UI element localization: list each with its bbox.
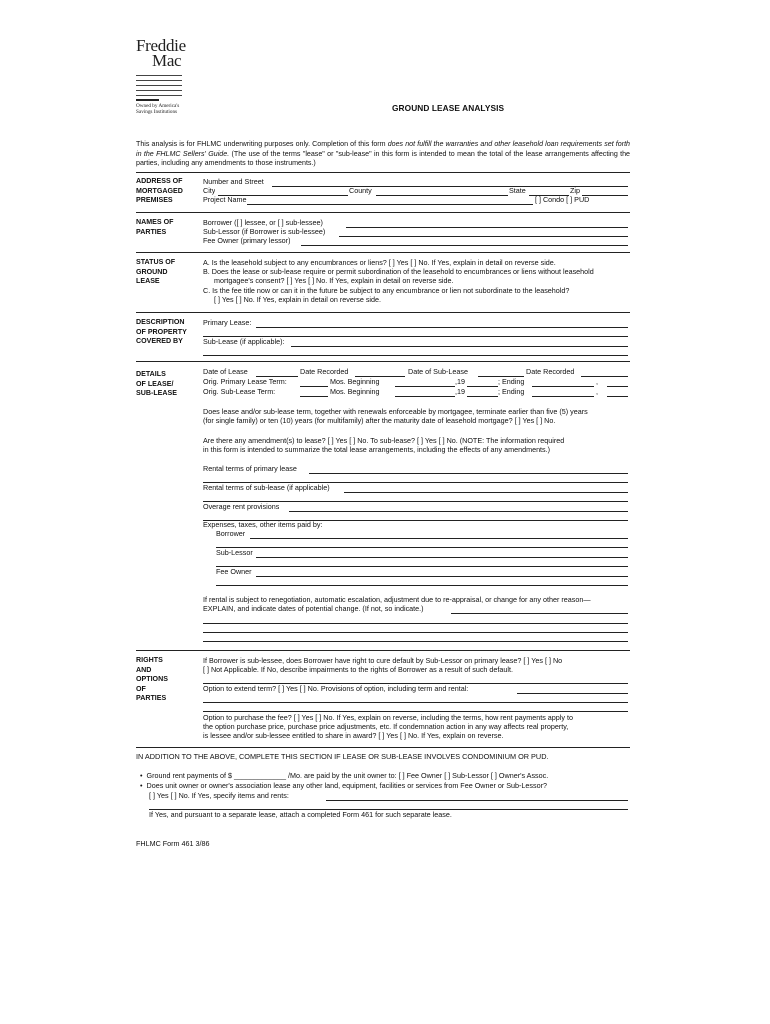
expenses-borrower-line-2	[216, 547, 628, 548]
section-divider	[136, 747, 630, 748]
tagline-line1: Owned by America's	[136, 103, 180, 109]
field-label: State	[509, 186, 526, 195]
section-divider	[136, 252, 630, 253]
label-line: DESCRIPTION	[136, 318, 185, 326]
status-question-b-cont[interactable]: mortgagee's consent? [ ] Yes [ ] No. If Yes, explain in detail on reverse side.	[214, 276, 454, 286]
sublease-term-field[interactable]	[203, 387, 275, 396]
logo-rules	[136, 75, 182, 100]
expenses-fee-owner-line-2	[216, 585, 628, 586]
field-label: Option to extend term? [ ] Yes [ ] No. Provisions of option, including term and rental:	[203, 684, 469, 693]
term-question[interactable]	[203, 407, 630, 425]
ground-rent-bullet[interactable]	[140, 771, 548, 780]
expenses-borrower-line	[250, 538, 628, 539]
project-name-field[interactable]	[203, 195, 247, 204]
field-label: Sub-Lease (if applicable):	[203, 337, 285, 346]
condo-pud-checkboxes[interactable]: [ ] Condo [ ] PUD	[535, 195, 590, 204]
field-label: Orig. Primary Lease Term:	[203, 377, 287, 386]
field-label: Date Recorded	[526, 367, 575, 376]
field-label: Date of Lease	[203, 367, 248, 376]
county-line	[376, 195, 508, 196]
state-field[interactable]	[509, 186, 526, 195]
fee-owner-line	[301, 245, 628, 246]
label-line: OF PROPERTY	[136, 327, 187, 336]
reneg-line1: If rental is subject to renegotiation, automatic escalation, adjustment due to re-appraisal, or change for any other reason—	[203, 595, 591, 604]
field-label: Zip	[570, 186, 580, 195]
status-questions	[203, 258, 630, 304]
label-line: OF	[136, 684, 146, 693]
number-street-field[interactable]	[203, 177, 264, 186]
field-label: Borrower	[216, 529, 246, 538]
primary-lease-line	[256, 327, 628, 328]
logo-tagline	[136, 103, 179, 115]
expenses-label: Expenses, taxes, other items paid by:	[203, 520, 323, 529]
sublease-beginning-field[interactable]	[330, 387, 380, 396]
sublease-term-line	[300, 396, 328, 397]
field-label: Date Recorded	[300, 367, 349, 376]
extend-answer-line-3	[203, 711, 628, 712]
reneg-answer-line	[451, 613, 628, 614]
label-line: PARTIES	[136, 227, 167, 236]
field-label: Mos. Beginning	[330, 377, 380, 386]
sublease-description[interactable]	[203, 337, 285, 346]
purchase-line2: the option purchase price, purchase price adjustments, etc. If condemnation action in any way affects real property,	[203, 722, 569, 732]
field-label: Sub-Lessor	[216, 548, 253, 557]
purchase-line1: Option to purchase the fee? [ ] Yes [ ] No. If Yes, explain on reverse, including the terms, how rent payments apply to	[203, 713, 573, 722]
expenses-borrower-field[interactable]	[216, 529, 245, 538]
field-label: Sub-Lessor (if Borrower is sub-lessee)	[203, 227, 326, 236]
expenses-sublessor-line	[256, 557, 628, 558]
field-label: Number and Street	[203, 177, 264, 186]
cure-line2: [ ] Not Applicable. If No, describe impairments to the rights of Borrower as a result of such default.	[203, 665, 514, 675]
label-line: RIGHTS	[136, 656, 163, 664]
primary-lease-description[interactable]	[203, 318, 251, 327]
rental-primary-field[interactable]	[203, 464, 297, 473]
other-lease-bullet[interactable]	[140, 781, 547, 790]
county-field[interactable]	[349, 186, 372, 195]
date-recorded-field[interactable]	[300, 367, 348, 376]
label-line: NAMES OF	[136, 218, 174, 226]
label-line: DETAILS	[136, 370, 166, 378]
section-divider	[136, 361, 630, 362]
city-field[interactable]	[203, 186, 215, 195]
intro-paragraph	[136, 140, 630, 169]
fee-owner-field[interactable]	[203, 236, 290, 245]
ground-rent-text: Ground rent payments of $ _____________ /Mo. are paid by the unit owner to: [ ] Fee Owner [ ] Sub-Lessor [ ] Owner's Assoc.	[146, 771, 549, 780]
sublease-line	[291, 346, 628, 347]
amendments-line1: Are there any amendment(s) to lease? [ ] Yes [ ] No. To sub-lease? [ ] Yes [ ] No. (NOTE: The information required	[203, 436, 565, 445]
extend-term-question[interactable]	[203, 684, 468, 693]
page-title: GROUND LEASE ANALYSIS	[392, 103, 505, 113]
amendments-question[interactable]	[203, 436, 630, 454]
project-name-line	[247, 204, 533, 205]
extend-answer-line-2	[203, 702, 628, 703]
sublessor-line	[339, 236, 628, 237]
sublessor-field[interactable]	[203, 227, 325, 236]
borrower-line	[346, 227, 628, 228]
field-label: Rental terms of primary lease	[203, 464, 297, 473]
rights-section-label	[136, 656, 168, 704]
logo-line1: Freddie	[136, 36, 186, 55]
field-label: Borrower ([ ] lessee, or [ ] sub-lessee)	[203, 218, 323, 227]
logo-bar	[136, 99, 159, 101]
sub-date-recorded-field[interactable]	[526, 367, 574, 376]
field-label: Project Name	[203, 195, 247, 204]
field-label: Fee Owner (primary lessor)	[203, 236, 291, 245]
sublease-ending-label[interactable]: ; Ending	[498, 387, 525, 396]
field-label: City	[203, 186, 216, 195]
primary-ending-label[interactable]: ; Ending	[498, 377, 525, 386]
address-section-label	[136, 177, 183, 206]
sub-date-recorded-line	[581, 376, 628, 377]
overage-field[interactable]	[203, 502, 279, 511]
reneg-line2: EXPLAIN, and indicate dates of potential change. (If not, so indicate.)	[203, 604, 424, 614]
label-line: LEASE	[136, 277, 160, 286]
borrower-field[interactable]	[203, 218, 323, 227]
renegotiation-question[interactable]	[203, 595, 630, 613]
label-line: OF LEASE/	[136, 379, 174, 388]
sublease-ending-line	[532, 396, 594, 397]
tagline-line2: Savings Institutions	[136, 109, 178, 115]
primary-ending-line	[532, 386, 594, 387]
amendments-line2: in this form is intended to summarize the total lease arrangements, including the effects of any amendments.)	[203, 445, 551, 455]
sublease-ending-year-line	[607, 396, 628, 397]
separate-lease-footnote: If Yes, and pursuant to a separate lease, attach a completed Form 461 for such separate lease.	[149, 810, 452, 819]
label-line: ADDRESS OF	[136, 177, 183, 185]
field-label: Orig. Sub-Lease Term:	[203, 387, 276, 396]
section-divider	[136, 650, 630, 651]
logo-line2: Mac	[152, 51, 182, 70]
section-divider	[136, 172, 630, 173]
sublease-beginning-line	[395, 396, 455, 397]
section-divider	[136, 312, 630, 313]
bullet-icon: •	[140, 781, 143, 790]
freddie-mac-logo	[136, 38, 186, 68]
status-question-a[interactable]: A. Is the leasehold subject to any encumbrances or liens? [ ] Yes [ ] No. If Yes, explain in detail on reverse side.	[203, 258, 556, 267]
intro-text-1: This analysis is for FHLMC underwriting purposes only. Completion of this form	[136, 140, 388, 148]
sublease-year-line	[467, 396, 498, 397]
field-label: Mos. Beginning	[330, 387, 380, 396]
field-label: County	[349, 186, 372, 195]
term-question-line1: Does lease and/or sub-lease term, together with renewals enforceable by mortgagee, terminate earlier than five (5) years	[203, 407, 588, 416]
extend-answer-line	[517, 693, 628, 694]
other-lease-answer-line	[326, 800, 628, 801]
other-lease-text: Does unit owner or owner's association lease any other land, equipment, facilities or services from Fee Owner or Sub-Lessor?	[146, 781, 547, 790]
details-section-label	[136, 370, 177, 399]
condo-pud-heading: IN ADDITION TO THE ABOVE, COMPLETE THIS SECTION IF LEASE OR SUB-LEASE INVOLVES CONDOMINIUM OR PUD.	[136, 752, 549, 761]
field-label: Fee Owner	[216, 567, 252, 576]
section-divider	[136, 212, 630, 213]
description-section-label	[136, 318, 187, 347]
label-line: STATUS OF	[136, 258, 176, 266]
cure-default-question[interactable]	[203, 656, 630, 674]
expenses-fee-owner-field[interactable]	[216, 567, 252, 576]
overage-line	[289, 511, 628, 512]
term-question-line2: (for single family) or ten (10) years (for multifamily) after the maturity date of leasehold mortgage? [ ] Yes [ ] No.	[203, 416, 556, 426]
purchase-option-question[interactable]	[203, 713, 630, 741]
sublease-ending-comma: ,	[596, 387, 598, 396]
expenses-sublessor-field[interactable]	[216, 548, 253, 557]
primary-term-line	[300, 386, 328, 387]
primary-ending-comma: ,	[596, 377, 598, 386]
form-number: FHLMC Form 461 3/86	[136, 839, 210, 848]
purchase-line3: is lessee and/or sub-lessee entitled to share in award? [ ] Yes [ ] No. If Yes, explain on reverse.	[203, 731, 504, 741]
other-lease-yes-no[interactable]: [ ] Yes [ ] No. If Yes, specify items and rents:	[149, 791, 289, 800]
date-of-lease-field[interactable]	[203, 367, 248, 376]
primary-beginning-line	[395, 386, 455, 387]
label-line: PARTIES	[136, 694, 167, 703]
label-line: COVERED BY	[136, 337, 183, 346]
primary-ending-year-line	[607, 386, 628, 387]
field-label: Overage rent provisions	[203, 502, 280, 511]
field-label: Rental terms of sub-lease (if applicable)	[203, 483, 330, 492]
label-line: OPTIONS	[136, 675, 168, 684]
date-of-sublease-field[interactable]	[408, 367, 468, 376]
status-question-c-cont[interactable]: [ ] Yes [ ] No. If Yes, explain in detail on reverse side.	[214, 294, 382, 304]
label-line: SUB-LEASE	[136, 389, 177, 398]
status-section-label	[136, 258, 175, 287]
field-label: Primary Lease:	[203, 318, 252, 327]
label-line: MORTGAGED	[136, 186, 183, 195]
reneg-answer-line-3	[203, 632, 628, 633]
reneg-answer-line-2	[203, 623, 628, 624]
reneg-answer-line-4	[203, 641, 628, 642]
primary-year-label: ,19	[455, 377, 465, 386]
expenses-sublessor-line-2	[216, 566, 628, 567]
rental-sub-field[interactable]	[203, 483, 330, 492]
cure-line1: If Borrower is sub-lessee, does Borrower have right to cure default by Sub-Lessor on primary lease? [ ] Yes [ ] No	[203, 656, 563, 665]
rental-sub-line	[344, 492, 628, 493]
bullet-icon: •	[140, 771, 143, 780]
intro-text-2: (The use of the terms "lease" or "sub-lease" in this form is intended to mean the total of the lease arrangements affecting the parties, including any amendments to those instruments.)	[136, 149, 630, 168]
primary-year-line	[467, 386, 498, 387]
zip-field[interactable]	[570, 186, 580, 195]
rental-primary-line	[309, 473, 628, 474]
expenses-fee-owner-line	[256, 576, 628, 577]
label-line: PREMISES	[136, 196, 173, 205]
sublease-year-label: ,19	[455, 387, 465, 396]
status-question-c[interactable]: C. Is the fee title now or can it in the future be subject to any encumbrance or lien not subordinate to the leasehold?	[203, 285, 570, 295]
primary-beginning-field[interactable]	[330, 377, 380, 386]
intro-italic: does not fulfill the warranties and other leasehold loan requirements set forth in the FHLMC Sellers' Guide.	[136, 140, 630, 158]
label-line: GROUND	[136, 267, 168, 276]
label-line: AND	[136, 665, 152, 674]
primary-lease-term-field[interactable]	[203, 377, 287, 386]
field-label: Date of Sub-Lease	[408, 367, 468, 376]
sublease-line-2	[203, 355, 628, 356]
status-question-b[interactable]: B. Does the lease or sub-lease require or permit subordination of the leasehold to encumbrances or liens without leasehold	[203, 267, 594, 277]
names-section-label	[136, 218, 173, 237]
